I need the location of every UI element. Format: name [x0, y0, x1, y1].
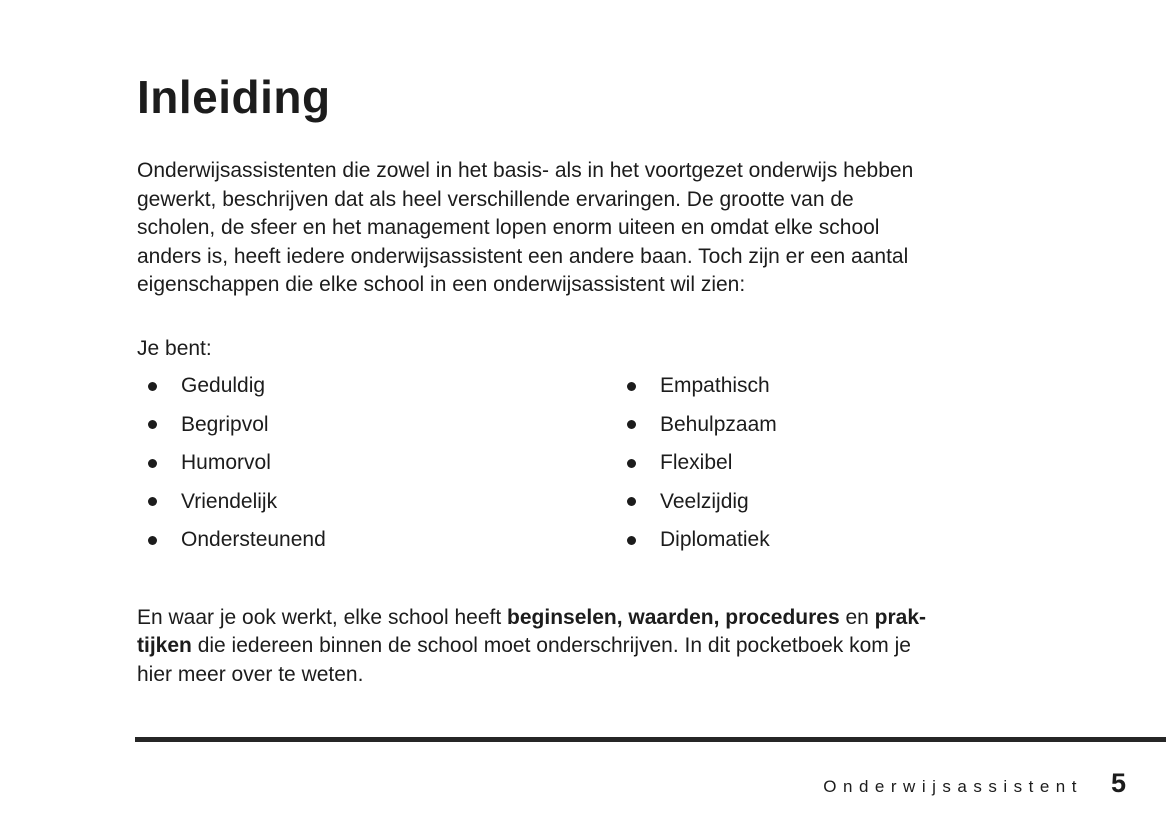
bullet-icon: [627, 459, 636, 468]
intro-paragraph: [137, 157, 1076, 300]
list-item: [137, 483, 616, 522]
list-item-label: Begripvol: [181, 412, 269, 436]
qualities-list-left: [137, 367, 616, 560]
intro-line: Onderwijsassistenten die zowel in het basis- als in het voortgezet onderwijs hebben: [137, 159, 914, 182]
qualities-list-right: [616, 367, 777, 560]
list-item-label: Ondersteunend: [181, 528, 326, 552]
intro-line: scholen, de sfeer en het management lopen enorm uiteen en omdat elke school: [137, 216, 880, 239]
closing-text: en: [839, 605, 875, 629]
page-title: Inleiding: [137, 71, 331, 123]
list-item: [616, 483, 777, 522]
running-footer-title: Onderwijsassistent: [823, 777, 1083, 796]
list-item: [137, 444, 616, 483]
closing-line: hier meer over te weten.: [137, 662, 364, 686]
list-item-label: Vriendelijk: [181, 489, 278, 513]
list-item: [616, 367, 777, 406]
list-item-label: Veelzijdig: [660, 489, 749, 513]
bullet-icon: [627, 420, 636, 429]
bullet-icon: [148, 459, 157, 468]
list-item-label: Humorvol: [181, 451, 271, 475]
bullet-icon: [148, 536, 157, 545]
bullet-icon: [148, 382, 157, 391]
list-item-label: Empathisch: [660, 374, 770, 398]
closing-text: die iedereen binnen de school moet onderschrijven. In dit pocketboek kom je: [191, 634, 911, 657]
list-item: [137, 521, 616, 560]
closing-line: [137, 604, 1076, 633]
intro-line: anders is, heeft iedere onderwijsassistent een andere baan. Toch zijn er een aantal: [137, 244, 909, 268]
footer-rule: [135, 737, 1166, 742]
list-item: [137, 367, 616, 406]
list-item: [137, 406, 616, 445]
intro-line: eigenschappen die elke school in een onderwijsassistent wil zien:: [137, 273, 746, 296]
list-item: [616, 406, 777, 445]
bullet-icon: [148, 420, 157, 429]
list-item: [616, 444, 777, 483]
list-item-label: Flexibel: [660, 451, 733, 475]
closing-text-bold: beginselen, waarden, procedures: [507, 605, 840, 629]
page-number: 5: [1110, 768, 1126, 798]
list-item-label: Behulpzaam: [660, 412, 777, 436]
bullet-icon: [627, 497, 636, 506]
list-item: [616, 521, 777, 560]
list-item-label: Diplomatiek: [660, 528, 770, 552]
closing-line: [137, 632, 1076, 661]
closing-paragraph: [137, 604, 1076, 690]
qualities-lead: Je bent:: [137, 336, 212, 360]
bullet-icon: [627, 382, 636, 391]
closing-text: En waar je ook werkt, elke school heeft: [137, 605, 508, 629]
closing-text-bold: tijken: [137, 634, 192, 657]
list-item-label: Geduldig: [181, 374, 266, 398]
closing-text-bold: prak-: [874, 605, 927, 629]
bullet-icon: [627, 536, 636, 545]
page-footer: [823, 768, 1126, 799]
qualities-columns: [137, 367, 1076, 560]
bullet-icon: [148, 497, 157, 506]
intro-line: gewerkt, beschrijven dat als heel verschillende ervaringen. De grootte van de: [137, 187, 854, 211]
